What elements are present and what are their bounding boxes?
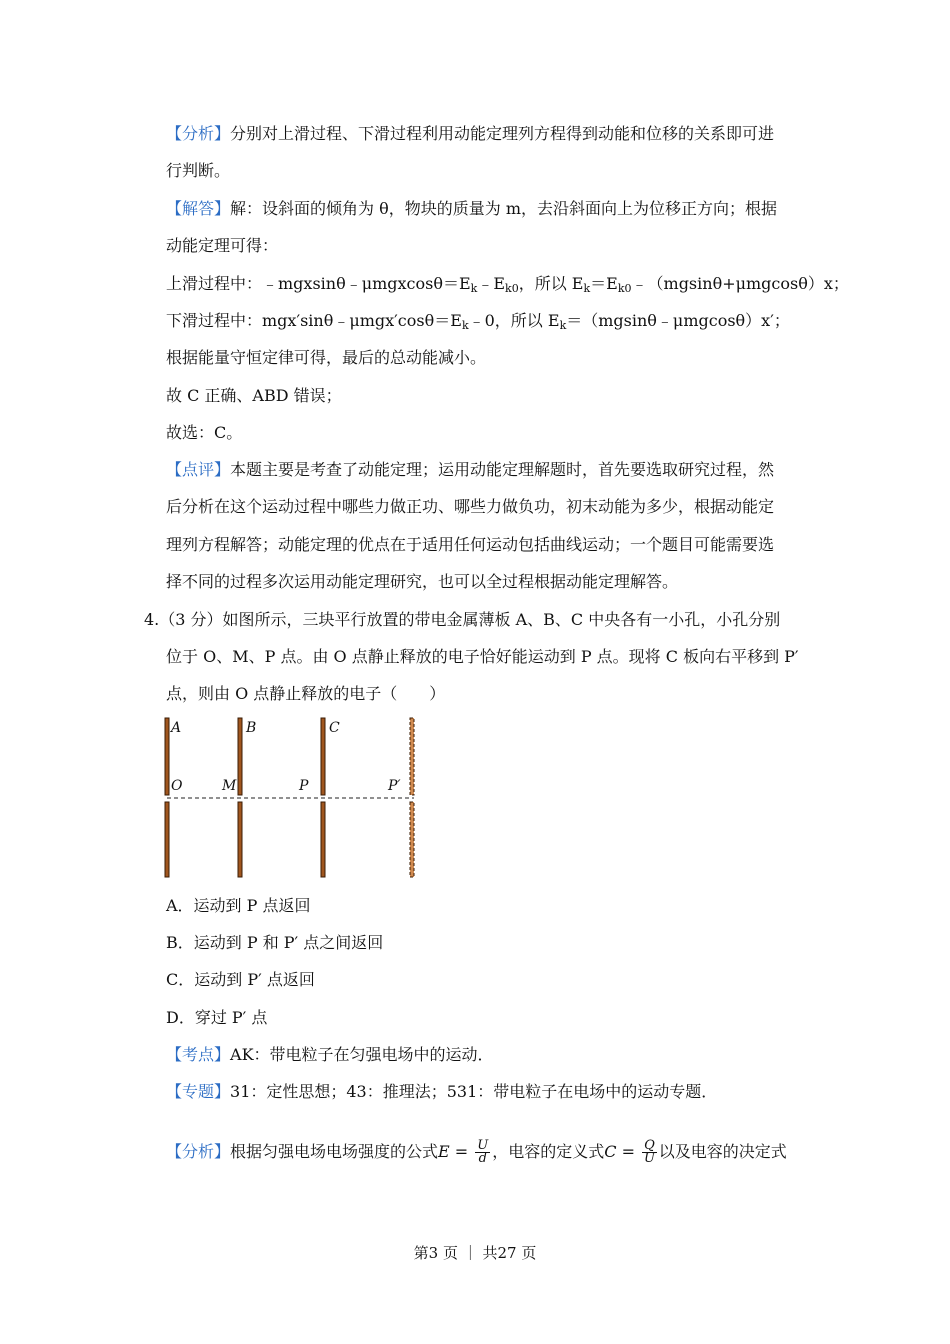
analysis3-line1: 【分析】分别对上滑过程、下滑过程利用动能定理列方程得到动能和位移的关系即可进 (166, 124, 775, 143)
answer3-down-equation: 下滑过程中：$mgx'\sin\theta﹣\mu mgx'\cos\theta=E_k﹣0$，所以 $E_k=(mgsin\theta﹣\mu mgcos\theta)x'$； (166, 311, 790, 332)
analysis3-line2: 行判断。 (166, 161, 231, 180)
label-hole-p: P (299, 778, 309, 794)
kaodian-tag: 【考点】 (166, 1045, 231, 1064)
plate-c-moved-lower (410, 802, 414, 877)
label-hole-p-prime: P′ (388, 778, 401, 794)
review3-line2: 后分析在这个运动过程中哪些力做正功、哪些力做负功，初末动能为多少，根据动能定 (166, 497, 775, 516)
formula-e-lhs: E = (438, 1142, 474, 1161)
formula-e-fraction: $\frac{U}{d}$ (477, 1138, 489, 1166)
question4-line3: 点，则由 O 点静止释放的电子（ ） (166, 684, 446, 703)
option-b: B．运动到 P 和 P′ 点之间返回 (166, 933, 384, 952)
kaodian4: 【考点】AK：带电粒子在匀强电场中的运动． (166, 1045, 494, 1064)
formula-c-lhs: C = (604, 1142, 641, 1161)
page-footer: 第3 页 ｜ 共27 页 (413, 1244, 537, 1262)
plate-a-lower (165, 802, 169, 877)
review3-line4: 择不同的过程多次运用动能定理研究，也可以全过程根据动能定理解答。 (166, 572, 679, 591)
option-c: C．运动到 P′ 点返回 (166, 970, 315, 989)
plate-b-lower (238, 802, 242, 877)
review3-line1: 【点评】本题主要是考查了动能定理；运用动能定理解题时，首先要选取研究过程，然 (166, 460, 775, 479)
question-number: 4. (144, 610, 160, 629)
answer3-up-equation: 上滑过程中：$﹣mgxsin\theta﹣\mu mgxcos\theta=E_k﹣E_{k0}$，所以 $E_k=E_{k0}﹣(mgsin\theta+\mu mgcos\theta)x$； (166, 274, 849, 295)
option-a: A．运动到 P 点返回 (166, 896, 311, 915)
answer3-line6: 故 C 正确、ABD 错误； (166, 386, 342, 405)
label-plate-a: A (171, 720, 182, 736)
review-tag: 【点评】 (166, 460, 231, 479)
plate-c-upper (321, 718, 325, 795)
zhuanti-tag: 【专题】 (166, 1082, 231, 1101)
plate-b-upper (238, 718, 242, 795)
answer3-line1: 【解答】解：设斜面的倾角为 θ，物块的质量为 m，去沿斜面向上为位移正方向；根据 (166, 199, 777, 218)
answer-tag: 【解答】 (166, 199, 231, 218)
plate-c-moved-upper (410, 718, 414, 795)
plate-a-upper (165, 718, 169, 795)
question4-line2: 位于 O、M、P 点。由 O 点静止释放的电子恰好能运动到 P 点。现将 C 板向右平移到 P′ (166, 647, 799, 666)
label-hole-o: O (171, 778, 183, 794)
analysis4-line1: 【分析】根据匀强电场电场强度的公式E = $\frac{U}{d}$ ，电容的定义式C = $\frac{Q}{U}$ 以及电容的决定式 (166, 1138, 787, 1166)
answer3-line2: 动能定理可得： (166, 236, 279, 255)
analysis4-tag: 【分析】 (166, 1142, 231, 1161)
label-plate-c: C (329, 720, 340, 736)
review3-line3: 理列方程解答；动能定理的优点在于适用任何运动包括曲线运动；一个题目可能需要选 (166, 535, 775, 554)
label-hole-m: M (222, 778, 237, 794)
question4-line1: 4.（3 分）如图所示，三块平行放置的带电金属薄板 A、B、C 中央各有一小孔，小孔分别 (144, 610, 781, 629)
parallel-plates-figure (160, 716, 422, 880)
answer3-line5: 根据能量守恒定律可得，最后的总动能减小。 (166, 348, 487, 367)
option-d: D．穿过 P′ 点 (166, 1008, 268, 1027)
answer3-line7: 故选：C。 (166, 423, 243, 442)
formula-c-fraction: $\frac{Q}{U}$ (643, 1138, 655, 1166)
analysis-tag: 【分析】 (166, 124, 231, 143)
plate-c-lower (321, 802, 325, 877)
zhuanti4: 【专题】31：定性思想；43：推理法；531：带电粒子在电场中的运动专题． (166, 1082, 718, 1101)
label-plate-b: B (246, 720, 257, 736)
